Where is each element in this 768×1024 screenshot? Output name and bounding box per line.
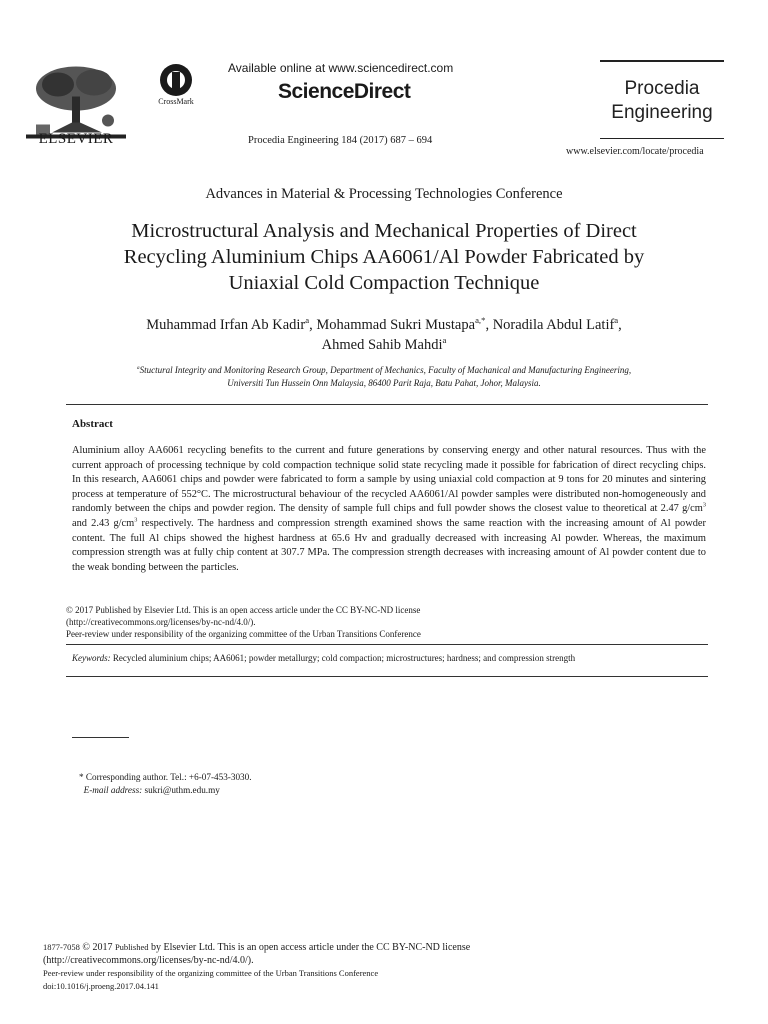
abstract-text: respectively. The hardness and compression strength examined shows the same reaction with the increasing amount of Al powder content. The full Al chips showed the highest hardness at 65.6 Hv and gradually decreased with increasing Al powder. Whereas, the maximum compression strength was at fully chip content at 307.7 MPa. The compression strength decreases with increasing amount of Al powder content due to the weak bonding between the particles. xyxy=(72,517,706,573)
abstract-text: and 2.43 g/cm xyxy=(72,517,135,529)
abstract-top-rule xyxy=(66,404,708,405)
footer-copyright: © 2017 xyxy=(79,942,115,953)
corresponding-author: * Corresponding author. Tel.: +6-07-453-3030. xyxy=(79,772,252,782)
author-affiliation-mark: a,* xyxy=(475,315,486,326)
footer-copyright: by Elsevier Ltd. This is an open access article under the CC BY-NC-ND license xyxy=(148,942,471,953)
abstract-heading: Abstract xyxy=(72,418,113,430)
author-name: Mohammad Sukri Mustapa xyxy=(316,317,476,333)
journal-logo-line1: Procedia xyxy=(624,78,700,99)
footnote xyxy=(79,771,252,797)
crossmark-label: CrossMark xyxy=(158,97,194,106)
author-name: Muhammad Irfan Ab Kadir xyxy=(146,317,306,333)
abstract-text: Aluminium alloy AA6061 recycling benefits to the current and future generations by conserving energy and other natural resources. Thus with the current approach of processing technique by cold compaction technique solid state recycling made it possible for fabrication of direct recycling chips. In this research, AA6061 chips and powder were fabricated to form a sample by using uniaxial cold compaction at 9 tons for 20 minutes and sintering process at temperature of 552°C. The microstructural behaviour of the recycled AA6061/Al powder samples were distributed non-homogeneously and randomly between the chips and powder region. The density of sample full chips and full powder shows the closest value to theoretical at 2.47 g/cm xyxy=(72,445,706,515)
footnote-rule xyxy=(72,737,129,738)
page-footer xyxy=(43,941,743,993)
author-name: Ahmed Sahib Mahdi xyxy=(321,337,443,353)
journal-logo-line2: Engineering xyxy=(611,102,713,123)
title-line: Recycling Aluminium Chips AA6061/Al Powder Fabricated by xyxy=(123,246,645,268)
copyright-line: © 2017 Published by Elsevier Ltd. This is an open access article under the CC BY-NC-ND license xyxy=(66,605,421,615)
title-line: Microstructural Analysis and Mechanical Properties of Direct xyxy=(131,220,637,242)
footer-peer-review: Peer-review under responsibility of the organizing committee of the Urban Transitions Conference xyxy=(43,968,379,978)
affiliation-line: Stuctural Integrity and Monitoring Research Group, Department of Mechanics, Faculty of Machanical and Manufacturing Engineering, xyxy=(139,365,632,375)
keywords-text: Recycled aluminium chips; AA6061; powder metallurgy; cold compaction; microstructures; hardness; and compression strength xyxy=(110,653,576,663)
keywords xyxy=(72,653,712,663)
author-affiliation-mark: a xyxy=(442,335,447,346)
superscript: 3 xyxy=(134,516,138,524)
copyright-block xyxy=(66,604,706,640)
keywords-bottom-rule xyxy=(66,676,708,677)
author-affiliation-mark: a xyxy=(614,315,619,326)
abstract-body xyxy=(72,444,706,575)
affiliation-line: Universiti Tun Hussein Onn Malaysia, 86400 Parit Raja, Batu Pahat, Johor, Malaysia. xyxy=(227,378,541,388)
article-title xyxy=(60,218,708,296)
author-name: Noradila Abdul Latif xyxy=(492,317,615,333)
title-line: Uniaxial Cold Compaction Technique xyxy=(228,272,540,294)
author-affiliation-mark: a xyxy=(305,315,310,326)
journal-logo-title xyxy=(600,77,724,125)
peer-review-line: Peer-review under responsibility of the organizing committee of the Urban Transitions Conference xyxy=(66,629,421,639)
conference-name: Advances in Material & Processing Technologies Conference xyxy=(205,186,563,202)
publisher-name: ELSEVIER xyxy=(38,131,114,147)
license-link[interactable]: (http://creativecommons.org/licenses/by-nc-nd/4.0/). xyxy=(66,617,256,627)
footer-published: Published xyxy=(114,942,149,952)
superscript: 3 xyxy=(702,501,706,509)
doi-link[interactable]: doi:10.1016/j.proeng.2017.04.141 xyxy=(43,981,159,991)
available-online-text: Available online at www.sciencedirect.com xyxy=(228,61,454,75)
crossmark-icon[interactable] xyxy=(150,62,202,114)
footer-license-link[interactable]: (http://creativecommons.org/licenses/by-nc-nd/4.0/). xyxy=(43,955,254,966)
affiliation xyxy=(60,364,708,390)
sciencedirect-logo[interactable]: ScienceDirect xyxy=(278,80,411,103)
journal-reference: Procedia Engineering 184 (2017) 687 – 694 xyxy=(248,135,433,146)
issn: 1877-7058 xyxy=(43,942,80,952)
keywords-label: Keywords: xyxy=(72,653,111,663)
keywords-top-rule xyxy=(66,644,708,645)
author-list: Muhammad Irfan Ab Kadir$^a$, Mohammad Sukri Mustapa$^{a,*}$, Noradila Abdul Latif$^a$, Ahmed Sahib Mahdi$^a$ xyxy=(146,315,622,353)
email-address[interactable]: sukri@uthm.edu.my xyxy=(142,785,220,795)
journal-url-link[interactable]: www.elsevier.com/locate/procedia xyxy=(566,146,704,157)
email-label: E-mail address: xyxy=(83,785,143,795)
affiliation-mark: a xyxy=(136,365,140,371)
